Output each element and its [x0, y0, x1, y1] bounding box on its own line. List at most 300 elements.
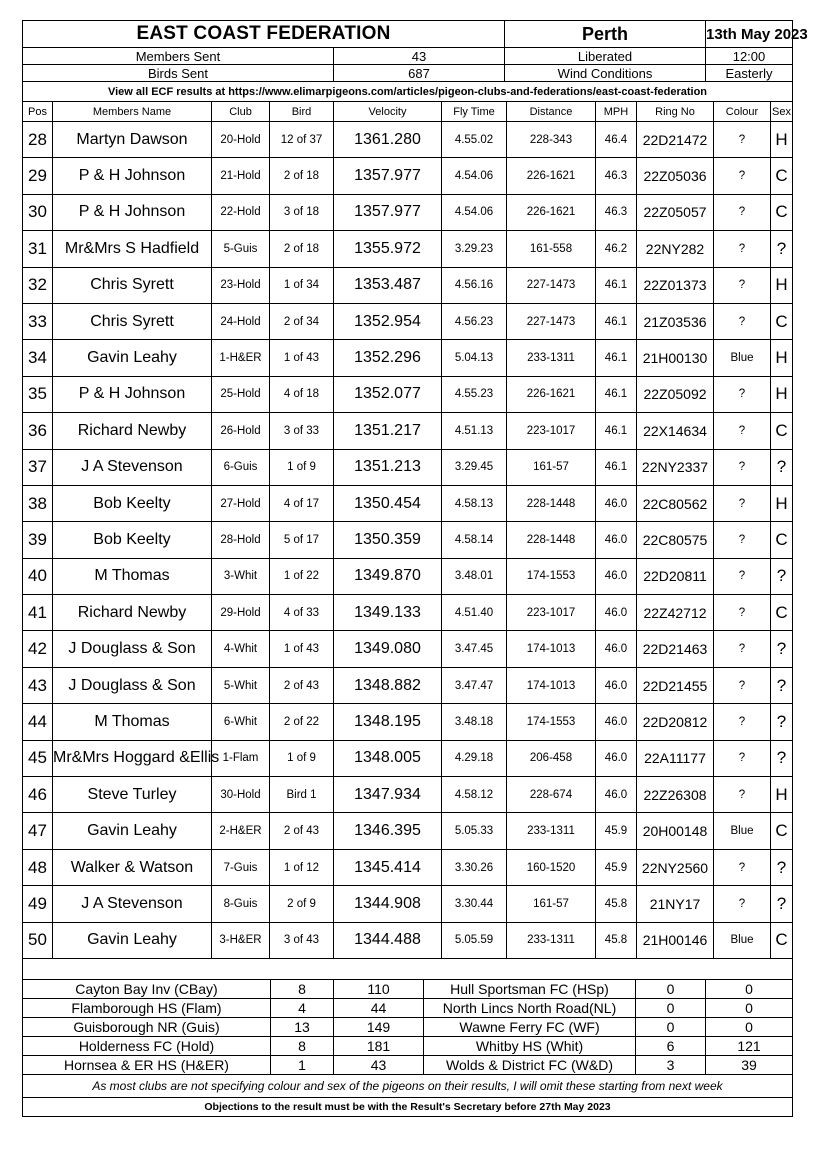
- member-name-cell: Gavin Leahy: [53, 922, 212, 958]
- fly-time-cell: 3.29.23: [442, 231, 507, 267]
- distance-cell: 223-1017: [507, 413, 596, 449]
- club-name-cell: North Lincs North Road(NL): [424, 998, 636, 1017]
- result-position-cell: 40: [23, 558, 53, 594]
- birds-sent-label: Birds Sent: [23, 65, 334, 82]
- column-header: Distance: [507, 102, 596, 122]
- result-position-cell: 34: [23, 340, 53, 376]
- sex-cell: C: [771, 413, 793, 449]
- fly-time-cell: 4.51.40: [442, 595, 507, 631]
- bird-count-cell: 1 of 9: [270, 449, 334, 485]
- table-row: [23, 922, 793, 958]
- velocity-cell: 1349.133: [334, 595, 442, 631]
- distance-cell: 228-1448: [507, 485, 596, 521]
- summary-row: [23, 1036, 793, 1055]
- column-header: Ring No: [637, 102, 714, 122]
- velocity-cell: 1349.870: [334, 558, 442, 594]
- result-position-cell: 38: [23, 485, 53, 521]
- club-code-cell: 29-Hold: [212, 595, 270, 631]
- colour-cell: Blue: [714, 340, 771, 376]
- sex-cell: H: [771, 777, 793, 813]
- sex-cell: H: [771, 376, 793, 412]
- distance-cell: 233-1311: [507, 922, 596, 958]
- sex-cell: ?: [771, 886, 793, 922]
- club-name-cell: Wawne Ferry FC (WF): [424, 1017, 636, 1036]
- club-code-cell: 27-Hold: [212, 485, 270, 521]
- sex-cell: ?: [771, 667, 793, 703]
- velocity-cell: 1351.213: [334, 449, 442, 485]
- distance-cell: 174-1553: [507, 558, 596, 594]
- colour-cell: ?: [714, 485, 771, 521]
- sex-cell: ?: [771, 449, 793, 485]
- fly-time-cell: 3.48.01: [442, 558, 507, 594]
- ring-number-cell: 22NY282: [637, 231, 714, 267]
- velocity-cell: 1361.280: [334, 122, 442, 158]
- mph-cell: 46.1: [596, 413, 637, 449]
- mph-cell: 46.3: [596, 158, 637, 194]
- distance-cell: 226-1621: [507, 376, 596, 412]
- club-birds-cell: 121: [706, 1036, 793, 1055]
- ring-number-cell: 22A11177: [637, 740, 714, 776]
- member-name-cell: P & H Johnson: [53, 376, 212, 412]
- mph-cell: 46.0: [596, 740, 637, 776]
- colour-cell: ?: [714, 303, 771, 339]
- race-date: 13th May 2023: [706, 21, 793, 48]
- club-members-cell: 1: [271, 1055, 334, 1074]
- sex-cell: ?: [771, 740, 793, 776]
- fly-time-cell: 4.55.23: [442, 376, 507, 412]
- bird-count-cell: 3 of 43: [270, 922, 334, 958]
- club-members-cell: 0: [636, 979, 706, 998]
- distance-cell: 233-1311: [507, 813, 596, 849]
- summary-body: [23, 979, 793, 1074]
- fly-time-cell: 3.30.44: [442, 886, 507, 922]
- member-name-cell: J A Stevenson: [53, 449, 212, 485]
- club-members-cell: 0: [636, 1017, 706, 1036]
- bird-count-cell: 1 of 12: [270, 849, 334, 885]
- club-code-cell: 22-Hold: [212, 194, 270, 230]
- club-name-cell: Hornsea & ER HS (H&ER): [23, 1055, 271, 1074]
- velocity-cell: 1345.414: [334, 849, 442, 885]
- member-name-cell: Walker & Watson: [53, 849, 212, 885]
- sex-cell: ?: [771, 704, 793, 740]
- sex-cell: C: [771, 813, 793, 849]
- birds-sent-value: 687: [334, 65, 505, 82]
- club-birds-cell: 110: [334, 979, 424, 998]
- table-row: [23, 813, 793, 849]
- sex-cell: ?: [771, 631, 793, 667]
- header-table: [22, 20, 808, 48]
- club-code-cell: 8-Guis: [212, 886, 270, 922]
- bird-count-cell: 4 of 18: [270, 376, 334, 412]
- mph-cell: 46.4: [596, 122, 637, 158]
- ring-number-cell: 22D20811: [637, 558, 714, 594]
- club-name-cell: Flamborough HS (Flam): [23, 998, 271, 1017]
- club-birds-cell: 44: [334, 998, 424, 1017]
- summary-row: [23, 998, 793, 1017]
- bird-count-cell: 5 of 17: [270, 522, 334, 558]
- fly-time-cell: 3.29.45: [442, 449, 507, 485]
- bird-count-cell: 1 of 43: [270, 631, 334, 667]
- distance-cell: 227-1473: [507, 267, 596, 303]
- ring-number-cell: 22NY2337: [637, 449, 714, 485]
- bird-count-cell: Bird 1: [270, 777, 334, 813]
- result-position-cell: 35: [23, 376, 53, 412]
- mph-cell: 45.9: [596, 813, 637, 849]
- club-code-cell: 21-Hold: [212, 158, 270, 194]
- ring-number-cell: 21Z03536: [637, 303, 714, 339]
- summary-row: [23, 1055, 793, 1074]
- fly-time-cell: 4.58.13: [442, 485, 507, 521]
- distance-cell: 161-57: [507, 886, 596, 922]
- sex-cell: H: [771, 267, 793, 303]
- member-name-cell: M Thomas: [53, 558, 212, 594]
- table-row: [23, 303, 793, 339]
- table-row: [23, 704, 793, 740]
- velocity-cell: 1346.395: [334, 813, 442, 849]
- colour-cell: ?: [714, 595, 771, 631]
- bird-count-cell: 3 of 18: [270, 194, 334, 230]
- distance-cell: 174-1553: [507, 704, 596, 740]
- member-name-cell: Chris Syrett: [53, 267, 212, 303]
- ring-number-cell: 21H00130: [637, 340, 714, 376]
- velocity-cell: 1352.296: [334, 340, 442, 376]
- velocity-cell: 1350.454: [334, 485, 442, 521]
- mph-cell: 46.0: [596, 667, 637, 703]
- result-position-cell: 42: [23, 631, 53, 667]
- table-row: [23, 449, 793, 485]
- colour-cell: ?: [714, 449, 771, 485]
- table-row: [23, 340, 793, 376]
- mph-cell: 45.9: [596, 849, 637, 885]
- result-position-cell: 36: [23, 413, 53, 449]
- club-code-cell: 3-Whit: [212, 558, 270, 594]
- sex-cell: ?: [771, 231, 793, 267]
- table-row: [23, 667, 793, 703]
- distance-cell: 228-674: [507, 777, 596, 813]
- member-name-cell: Steve Turley: [53, 777, 212, 813]
- bird-count-cell: 1 of 34: [270, 267, 334, 303]
- bird-count-cell: 2 of 9: [270, 886, 334, 922]
- club-birds-cell: 181: [334, 1036, 424, 1055]
- results-sheet: [22, 20, 808, 1117]
- result-position-cell: 45: [23, 740, 53, 776]
- mph-cell: 46.0: [596, 485, 637, 521]
- mph-cell: 46.1: [596, 449, 637, 485]
- result-position-cell: 37: [23, 449, 53, 485]
- result-position-cell: 43: [23, 667, 53, 703]
- footer-note: As most clubs are not specifying colour and sex of the pigeons on their results, I will omit these starting from next week: [23, 1074, 793, 1097]
- fly-time-cell: 4.29.18: [442, 740, 507, 776]
- club-code-cell: 1-Flam: [212, 740, 270, 776]
- member-name-cell: P & H Johnson: [53, 194, 212, 230]
- bird-count-cell: 3 of 33: [270, 413, 334, 449]
- velocity-cell: 1348.195: [334, 704, 442, 740]
- distance-cell: 228-1448: [507, 522, 596, 558]
- member-name-cell: Richard Newby: [53, 595, 212, 631]
- club-name-cell: Hull Sportsman FC (HSp): [424, 979, 636, 998]
- club-code-cell: 6-Guis: [212, 449, 270, 485]
- velocity-cell: 1344.488: [334, 922, 442, 958]
- column-header: Fly Time: [442, 102, 507, 122]
- ring-number-cell: 22D20812: [637, 704, 714, 740]
- results-table: [22, 101, 793, 980]
- club-code-cell: 6-Whit: [212, 704, 270, 740]
- colour-cell: ?: [714, 849, 771, 885]
- colour-cell: ?: [714, 194, 771, 230]
- fly-time-cell: 4.58.12: [442, 777, 507, 813]
- fly-time-cell: 3.30.26: [442, 849, 507, 885]
- table-row: [23, 376, 793, 412]
- table-row: [23, 194, 793, 230]
- club-code-cell: 4-Whit: [212, 631, 270, 667]
- member-name-cell: Gavin Leahy: [53, 813, 212, 849]
- velocity-cell: 1347.934: [334, 777, 442, 813]
- ring-number-cell: 22Z05036: [637, 158, 714, 194]
- mph-cell: 46.0: [596, 704, 637, 740]
- member-name-cell: P & H Johnson: [53, 158, 212, 194]
- column-header: Pos: [23, 102, 53, 122]
- velocity-cell: 1349.080: [334, 631, 442, 667]
- club-members-cell: 13: [271, 1017, 334, 1036]
- ring-number-cell: 22Z05092: [637, 376, 714, 412]
- sex-cell: C: [771, 522, 793, 558]
- mph-cell: 46.1: [596, 303, 637, 339]
- colour-cell: ?: [714, 886, 771, 922]
- table-row: [23, 122, 793, 158]
- ring-number-cell: 22NY2560: [637, 849, 714, 885]
- velocity-cell: 1350.359: [334, 522, 442, 558]
- distance-cell: 226-1621: [507, 194, 596, 230]
- club-code-cell: 5-Guis: [212, 231, 270, 267]
- summary-row: [23, 1017, 793, 1036]
- federation-title: EAST COAST FEDERATION: [23, 21, 505, 48]
- member-name-cell: Gavin Leahy: [53, 340, 212, 376]
- club-name-cell: Cayton Bay Inv (CBay): [23, 979, 271, 998]
- club-members-cell: 8: [271, 1036, 334, 1055]
- race-location: Perth: [505, 21, 706, 48]
- club-birds-cell: 149: [334, 1017, 424, 1036]
- sex-cell: ?: [771, 849, 793, 885]
- bird-count-cell: 2 of 43: [270, 813, 334, 849]
- result-position-cell: 30: [23, 194, 53, 230]
- column-header: Members Name: [53, 102, 212, 122]
- ring-number-cell: 22Z26308: [637, 777, 714, 813]
- ring-number-cell: 20H00148: [637, 813, 714, 849]
- club-members-cell: 0: [636, 998, 706, 1017]
- colour-cell: ?: [714, 158, 771, 194]
- mph-cell: 46.1: [596, 376, 637, 412]
- bird-count-cell: 2 of 34: [270, 303, 334, 339]
- result-position-cell: 32: [23, 267, 53, 303]
- ring-number-cell: 21H00146: [637, 922, 714, 958]
- result-position-cell: 28: [23, 122, 53, 158]
- club-code-cell: 3-H&ER: [212, 922, 270, 958]
- mph-cell: 46.0: [596, 777, 637, 813]
- sex-cell: ?: [771, 558, 793, 594]
- club-birds-cell: 0: [706, 998, 793, 1017]
- colour-cell: ?: [714, 631, 771, 667]
- club-members-cell: 8: [271, 979, 334, 998]
- fly-time-cell: 4.54.06: [442, 194, 507, 230]
- mph-cell: 46.1: [596, 267, 637, 303]
- wind-value: Easterly: [706, 65, 793, 82]
- club-birds-cell: 0: [706, 1017, 793, 1036]
- ring-number-cell: 22C80562: [637, 485, 714, 521]
- distance-cell: 174-1013: [507, 631, 596, 667]
- member-name-cell: Chris Syrett: [53, 303, 212, 339]
- objections-notice: Objections to the result must be with the Result's Secretary before 27th May 2023: [23, 1097, 793, 1116]
- club-members-cell: 3: [636, 1055, 706, 1074]
- sex-cell: C: [771, 303, 793, 339]
- member-name-cell: Bob Keelty: [53, 485, 212, 521]
- mph-cell: 46.1: [596, 340, 637, 376]
- fly-time-cell: 4.51.13: [442, 413, 507, 449]
- velocity-cell: 1352.077: [334, 376, 442, 412]
- ring-number-cell: 22Z42712: [637, 595, 714, 631]
- club-name-cell: Guisborough NR (Guis): [23, 1017, 271, 1036]
- club-members-cell: 4: [271, 998, 334, 1017]
- wind-label: Wind Conditions: [505, 65, 706, 82]
- bird-count-cell: 12 of 37: [270, 122, 334, 158]
- sex-cell: C: [771, 194, 793, 230]
- velocity-cell: 1352.954: [334, 303, 442, 339]
- member-name-cell: J A Stevenson: [53, 886, 212, 922]
- column-header: Colour: [714, 102, 771, 122]
- table-row: [23, 522, 793, 558]
- colour-cell: ?: [714, 413, 771, 449]
- mph-cell: 46.3: [596, 194, 637, 230]
- bird-count-cell: 1 of 43: [270, 340, 334, 376]
- result-position-cell: 48: [23, 849, 53, 885]
- mph-cell: 46.0: [596, 522, 637, 558]
- result-position-cell: 41: [23, 595, 53, 631]
- club-name-cell: Wolds & District FC (W&D): [424, 1055, 636, 1074]
- ring-number-cell: 22D21472: [637, 122, 714, 158]
- bird-count-cell: 1 of 22: [270, 558, 334, 594]
- fly-time-cell: 4.58.14: [442, 522, 507, 558]
- result-position-cell: 50: [23, 922, 53, 958]
- member-name-cell: Richard Newby: [53, 413, 212, 449]
- result-position-cell: 29: [23, 158, 53, 194]
- bird-count-cell: 2 of 43: [270, 667, 334, 703]
- club-code-cell: 24-Hold: [212, 303, 270, 339]
- club-code-cell: 7-Guis: [212, 849, 270, 885]
- table-row: [23, 485, 793, 521]
- table-row: [23, 777, 793, 813]
- club-members-cell: 6: [636, 1036, 706, 1055]
- club-code-cell: 25-Hold: [212, 376, 270, 412]
- table-row: [23, 740, 793, 776]
- liberated-value: 12:00: [706, 48, 793, 65]
- spacer-row: [23, 958, 793, 979]
- bird-count-cell: 2 of 22: [270, 704, 334, 740]
- results-link[interactable]: View all ECF results at https://www.elimarpigeons.com/articles/pigeon-clubs-and-federations/east-coast-federation: [23, 82, 793, 102]
- table-row: [23, 886, 793, 922]
- summary-row: [23, 979, 793, 998]
- table-row: [23, 849, 793, 885]
- colour-cell: ?: [714, 667, 771, 703]
- velocity-cell: 1355.972: [334, 231, 442, 267]
- velocity-cell: 1351.217: [334, 413, 442, 449]
- club-code-cell: 1-H&ER: [212, 340, 270, 376]
- club-code-cell: 26-Hold: [212, 413, 270, 449]
- table-row: [23, 558, 793, 594]
- table-row: [23, 158, 793, 194]
- velocity-cell: 1348.005: [334, 740, 442, 776]
- velocity-cell: 1357.977: [334, 158, 442, 194]
- result-position-cell: 47: [23, 813, 53, 849]
- mph-cell: 45.8: [596, 886, 637, 922]
- member-name-cell: Martyn Dawson: [53, 122, 212, 158]
- ring-number-cell: 22Z01373: [637, 267, 714, 303]
- bird-count-cell: 4 of 17: [270, 485, 334, 521]
- distance-cell: 206-458: [507, 740, 596, 776]
- table-row: [23, 231, 793, 267]
- member-name-cell: M Thomas: [53, 704, 212, 740]
- ring-number-cell: 22D21455: [637, 667, 714, 703]
- club-code-cell: 30-Hold: [212, 777, 270, 813]
- distance-cell: 174-1013: [507, 667, 596, 703]
- member-name-cell: Mr&Mrs Hoggard &Ellis: [53, 740, 212, 776]
- distance-cell: 223-1017: [507, 595, 596, 631]
- velocity-cell: 1344.908: [334, 886, 442, 922]
- table-row: [23, 631, 793, 667]
- fly-time-cell: 5.05.59: [442, 922, 507, 958]
- member-name-cell: Mr&Mrs S Hadfield: [53, 231, 212, 267]
- sex-cell: C: [771, 922, 793, 958]
- fly-time-cell: 3.47.47: [442, 667, 507, 703]
- colour-cell: ?: [714, 267, 771, 303]
- club-name-cell: Holderness FC (Hold): [23, 1036, 271, 1055]
- bird-count-cell: 1 of 9: [270, 740, 334, 776]
- velocity-cell: 1357.977: [334, 194, 442, 230]
- members-sent-value: 43: [334, 48, 505, 65]
- fly-time-cell: 4.56.16: [442, 267, 507, 303]
- bird-count-cell: 4 of 33: [270, 595, 334, 631]
- mph-cell: 46.2: [596, 231, 637, 267]
- distance-cell: 228-343: [507, 122, 596, 158]
- colour-cell: ?: [714, 522, 771, 558]
- member-name-cell: Bob Keelty: [53, 522, 212, 558]
- colour-cell: ?: [714, 122, 771, 158]
- table-row: [23, 595, 793, 631]
- sex-cell: H: [771, 122, 793, 158]
- mph-cell: 46.0: [596, 558, 637, 594]
- mph-cell: 46.0: [596, 631, 637, 667]
- distance-cell: 161-558: [507, 231, 596, 267]
- club-code-cell: 23-Hold: [212, 267, 270, 303]
- colour-cell: ?: [714, 704, 771, 740]
- fly-time-cell: 4.55.02: [442, 122, 507, 158]
- club-birds-cell: 0: [706, 979, 793, 998]
- liberated-label: Liberated: [505, 48, 706, 65]
- result-position-cell: 33: [23, 303, 53, 339]
- club-birds-cell: 39: [706, 1055, 793, 1074]
- colour-cell: Blue: [714, 813, 771, 849]
- distance-cell: 233-1311: [507, 340, 596, 376]
- members-sent-label: Members Sent: [23, 48, 334, 65]
- club-code-cell: 2-H&ER: [212, 813, 270, 849]
- results-body: [23, 122, 793, 959]
- member-name-cell: J Douglass & Son: [53, 667, 212, 703]
- ring-number-cell: 22D21463: [637, 631, 714, 667]
- table-row: [23, 413, 793, 449]
- distance-cell: 227-1473: [507, 303, 596, 339]
- colour-cell: ?: [714, 740, 771, 776]
- sex-cell: H: [771, 340, 793, 376]
- club-summary-table: [22, 979, 793, 1117]
- result-position-cell: 49: [23, 886, 53, 922]
